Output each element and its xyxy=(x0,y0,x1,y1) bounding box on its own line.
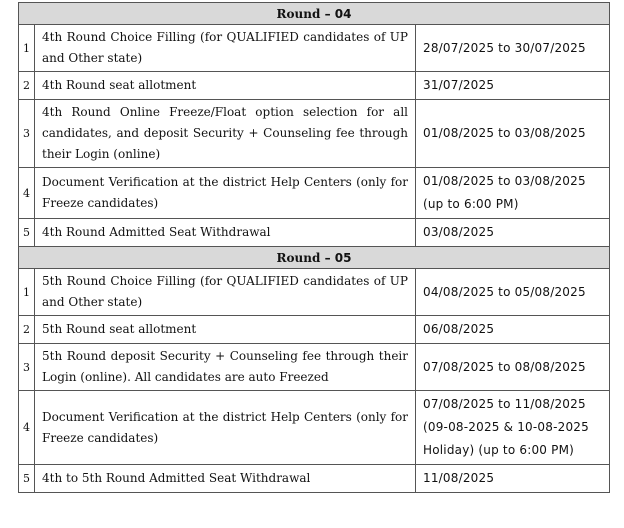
table-row xyxy=(19,391,610,465)
activity-cell: 5th Round seat allotment xyxy=(35,316,416,344)
activity-cell: 4th Round Admitted Seat Withdrawal xyxy=(35,219,416,247)
round-header-5 xyxy=(19,247,610,269)
round-header-4-cell xyxy=(19,3,610,25)
date-cell: 28/07/2025 to 30/07/2025 xyxy=(416,25,610,72)
row-number: 3 xyxy=(19,100,35,168)
row-number: 1 xyxy=(19,269,35,316)
table-row xyxy=(19,269,610,316)
row-number: 2 xyxy=(19,316,35,344)
table-row xyxy=(19,25,610,72)
table-row xyxy=(19,465,610,493)
date-cell: 31/07/2025 xyxy=(416,72,610,100)
activity-cell: 5th Round deposit Security + Counseling fee through their Login (online). All candidates are auto Freezed xyxy=(35,344,416,391)
round-header-4 xyxy=(19,3,610,25)
date-cell: 07/08/2025 to 11/08/2025 (09-08-2025 & 10-08-2025 Holiday) (up to 6:00 PM) xyxy=(416,391,610,465)
round-5-number: – 05 xyxy=(324,250,352,265)
table-row xyxy=(19,72,610,100)
activity-cell: 4th Round Online Freeze/Float option selection for all candidates, and deposit Security + Counseling fee through their Login (online) xyxy=(35,100,416,168)
round-header-5-cell xyxy=(19,247,610,269)
activity-cell: 5th Round Choice Filling (for QUALIFIED candidates of UP and Other state) xyxy=(35,269,416,316)
row-number: 2 xyxy=(19,72,35,100)
table-row xyxy=(19,168,610,219)
row-number: 3 xyxy=(19,344,35,391)
date-cell: 01/08/2025 to 03/08/2025 xyxy=(416,100,610,168)
row-number: 4 xyxy=(19,391,35,465)
activity-cell: Document Verification at the district Help Centers (only for Freeze candidates) xyxy=(35,168,416,219)
row-number: 5 xyxy=(19,219,35,247)
table-row xyxy=(19,219,610,247)
table-row xyxy=(19,344,610,391)
schedule-table-wrapper xyxy=(18,2,609,493)
row-number: 1 xyxy=(19,25,35,72)
date-cell: 03/08/2025 xyxy=(416,219,610,247)
round-5-title: Round xyxy=(276,250,321,265)
round-4-title: Round xyxy=(276,6,321,21)
activity-cell: 4th to 5th Round Admitted Seat Withdrawal xyxy=(35,465,416,493)
table-row xyxy=(19,100,610,168)
row-number: 5 xyxy=(19,465,35,493)
activity-cell: 4th Round Choice Filling (for QUALIFIED candidates of UP and Other state) xyxy=(35,25,416,72)
date-cell: 01/08/2025 to 03/08/2025 (up to 6:00 PM) xyxy=(416,168,610,219)
date-cell: 11/08/2025 xyxy=(416,465,610,493)
table-row xyxy=(19,316,610,344)
date-cell: 07/08/2025 to 08/08/2025 xyxy=(416,344,610,391)
activity-cell: Document Verification at the district Help Centers (only for Freeze candidates) xyxy=(35,391,416,465)
row-number: 4 xyxy=(19,168,35,219)
round-4-number: – 04 xyxy=(324,6,352,21)
date-cell: 04/08/2025 to 05/08/2025 xyxy=(416,269,610,316)
date-cell: 06/08/2025 xyxy=(416,316,610,344)
counseling-schedule-table xyxy=(18,2,610,493)
activity-cell: 4th Round seat allotment xyxy=(35,72,416,100)
